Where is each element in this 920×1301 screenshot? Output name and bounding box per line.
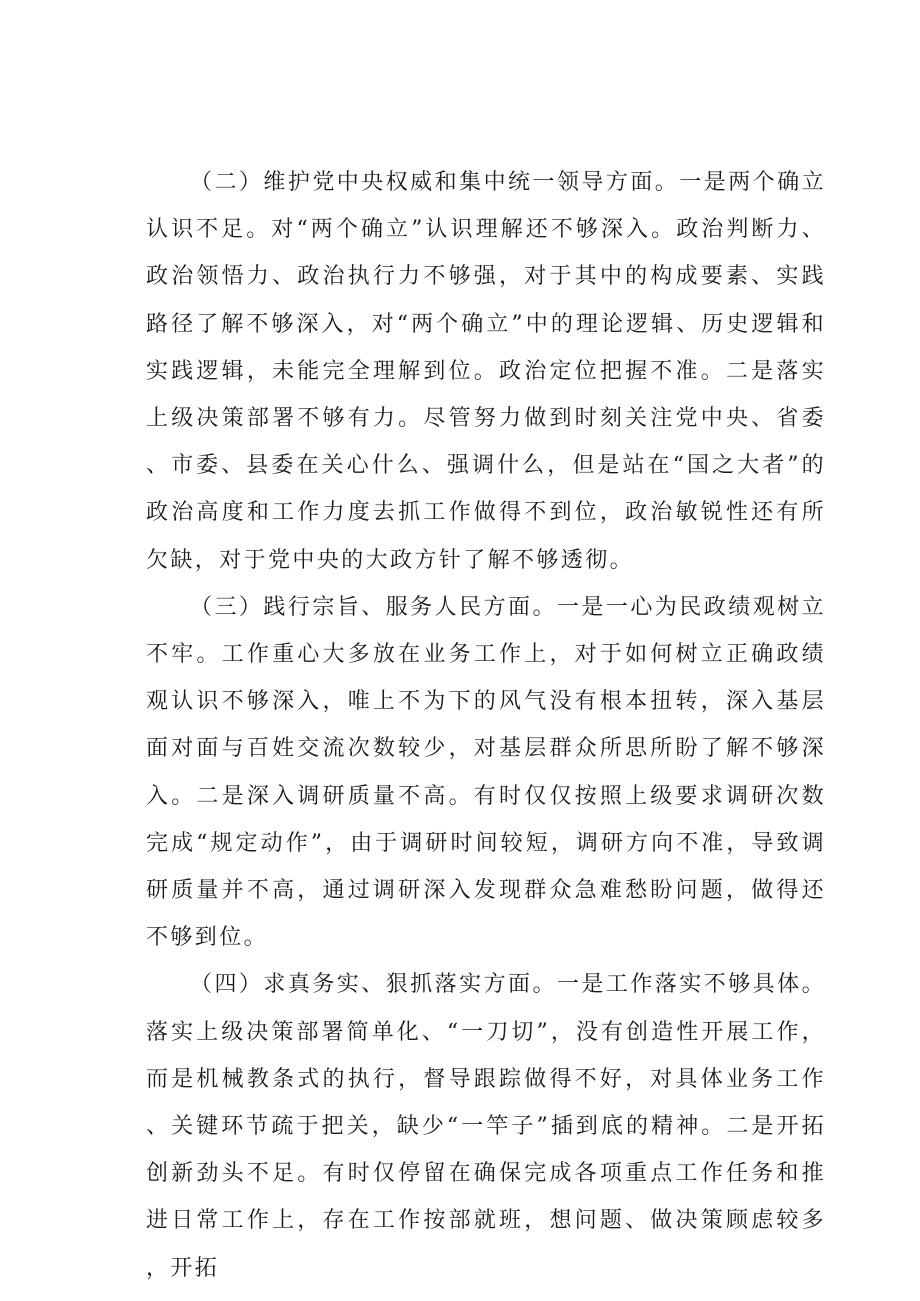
paragraph-section-3: （三）践行宗旨、服务人民方面。一是一心为民政绩观树立不牢。工作重心大多放在业务工作上，对于如何树立正确政绩观认识不够深入，唯上不为下的风气没有根本扭转，深入基层面对面与百姓交流次数较少，对基层群众所思所盼了解不够深入。二是深入调研质量不高。有时仅仅按照上级要求调研次数完成“规定动作”，由于调研时间较短，调研方向不准，导致调研质量并不高，通过调研深入发现群众急难愁盼问题，做得还不够到位。 <box>146 594 826 951</box>
document-body <box>146 159 826 1292</box>
paragraph-section-4: （四）求真务实、狠抓落实方面。一是工作落实不够具体。落实上级决策部署简单化、“一刀切”，没有创造性开展工作，而是机械教条式的执行，督导跟踪做得不好，对具体业务工作、关键环节疏于把关，缺少“一竿子”插到底的精神。二是开拓创新劲头不足。有时仅停留在确保完成各项重点工作任务和推进日常工作上，存在工作按部就班，想问题、做决策顾虑较多，开拓 <box>146 972 826 1281</box>
paragraph-section-2: （二）维护党中央权威和集中统一领导方面。一是两个确立认识不足。对“两个确立”认识理解还不够深入。政治判断力、政治领悟力、政治执行力不够强，对于其中的构成要素、实践路径了解不够深入，对“两个确立”中的理论逻辑、历史逻辑和实践逻辑，未能完全理解到位。政治定位把握不准。二是落实上级决策部署不够有力。尽管努力做到时刻关注党中央、省委、市委、县委在关心什么、强调什么，但是站在“国之大者”的政治高度和工作力度去抓工作做得不到位，政治敏锐性还有所欠缺，对于党中央的大政方针了解不够透彻。 <box>146 170 826 573</box>
